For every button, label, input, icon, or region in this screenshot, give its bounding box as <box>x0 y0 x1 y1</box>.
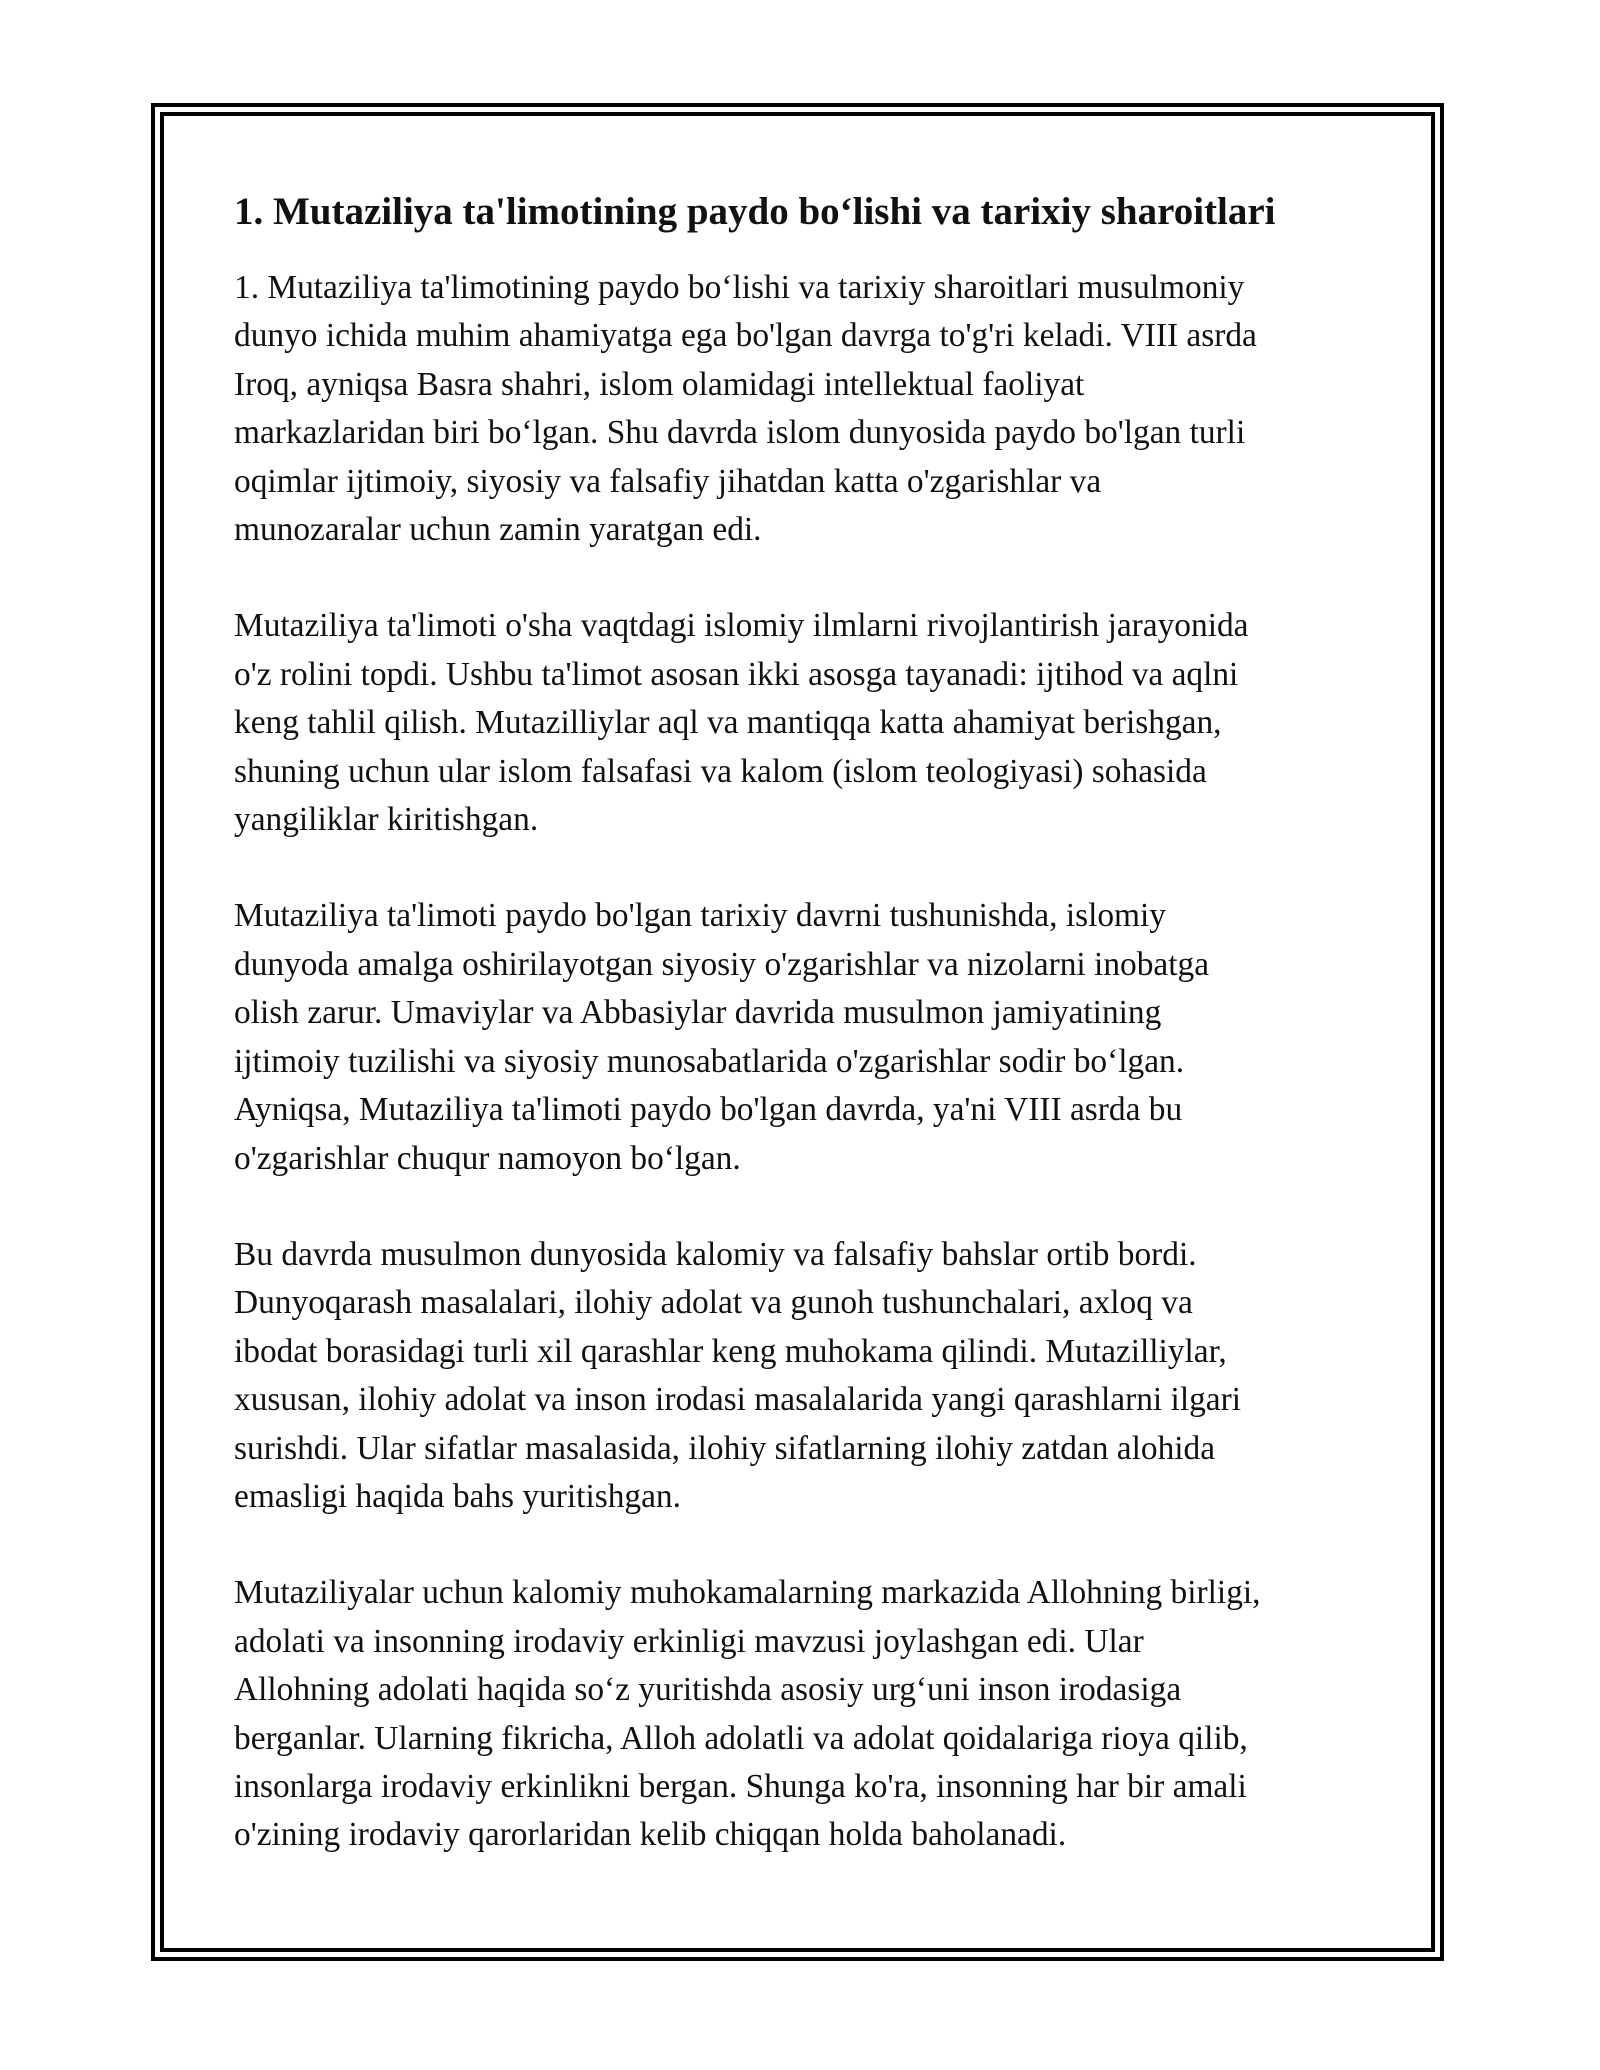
paragraph-line: 1. Mutaziliya ta'limotining paydo bo‘lishi va tarixiy sharoitlari musulmoniy <box>234 269 1245 306</box>
paragraph-line: munozaralar uchun zamin yaratgan edi. <box>234 511 762 549</box>
paragraph-2 <box>234 602 1369 844</box>
paragraph-line: Bu davrda musulmon dunyosida kalomiy va falsafiy bahslar ortib bordi. <box>234 1235 1197 1273</box>
paragraph-line: Allohning adolati haqida so‘z yuritishda asosiy urg‘uni inson irodasiga <box>234 1671 1182 1709</box>
paragraph-line: ibodat borasidagi turli xil qarashlar keng muhokama qilindi. Mutazilliylar, <box>234 1332 1227 1370</box>
paragraph-line: Mutaziliya ta'limoti o'sha vaqtdagi islomiy ilmlarni rivojlantirish jarayonida <box>234 607 1249 645</box>
paragraph-line: dunyoda amalga oshirilayotgan siyosiy o'zgarishlar va nizolarni inobatga <box>234 945 1210 983</box>
paragraph-line: o'z rolini topdi. Ushbu ta'limot asosan ikki asosga tayanadi: ijtihod va aqlni <box>234 655 1239 693</box>
paragraph-line: adolati va insonning irodaviy erkinligi mavzusi joylashgan edi. Ular <box>234 1622 1144 1660</box>
paragraph-line: Ayniqsa, Mutaziliya ta'limoti paydo bo'lgan davrda, ya'ni VIII asrda bu <box>234 1091 1183 1129</box>
paragraph-line: Dunyoqarash masalalari, ilohiy adolat va gunoh tushunchalari, axloq va <box>234 1284 1193 1322</box>
paragraph-5 <box>234 1569 1369 1859</box>
document-body <box>234 186 1369 1860</box>
paragraph-line: xususan, ilohiy adolat va inson irodasi masalalarida yangi qarashlarni ilgari <box>234 1381 1242 1419</box>
paragraph-line: markazlaridan biri bo‘lgan. Shu davrda islom dunyosida paydo bo'lgan turli <box>234 414 1246 452</box>
document-title: 1. Mutaziliya ta'limotining paydo bo‘lishi va tarixiy sharoitlari <box>234 190 1276 233</box>
paragraph-line: olish zarur. Umaviylar va Abbasiylar davrida musulmon jamiyatining <box>234 994 1162 1032</box>
paragraph-line: berganlar. Ularning fikricha, Alloh adolatli va adolat qoidalariga rioya qilib, <box>234 1719 1248 1757</box>
paragraph-line: yangiliklar kiritishgan. <box>234 801 539 839</box>
paragraph-line: surishdi. Ular sifatlar masalasida, ilohiy sifatlarning ilohiy zatdan alohida <box>234 1429 1216 1467</box>
paragraph-line: Iroq, ayniqsa Basra shahri, islom olamidagi intellektual faoliyat <box>234 365 1085 403</box>
paragraph-line: Mutaziliya ta'limoti paydo bo'lgan tarixiy davrni tushunishda, islomiy <box>234 897 1167 935</box>
paragraph-line: o'zining irodaviy qarorlaridan kelib chiqqan holda baholanadi. <box>234 1816 1067 1854</box>
paragraph-line: emasligi haqida bahs yuritishgan. <box>234 1477 681 1515</box>
paragraph-line: o'zgarishlar chuqur namoyon bo‘lgan. <box>234 1139 741 1177</box>
paragraph-line: oqimlar ijtimoiy, siyosiy va falsafiy jihatdan katta o'zgarishlar va <box>234 462 1102 500</box>
paragraph-line: ijtimoiy tuzilishi va siyosiy munosabatlarida o'zgarishlar sodir bo‘lgan. <box>234 1042 1185 1080</box>
paragraph-4 <box>234 1231 1369 1521</box>
paragraph-line: Mutaziliyalar uchun kalomiy muhokamalarning markazida Allohning birligi, <box>234 1574 1261 1612</box>
paragraph-line: insonlarga irodaviy erkinlikni bergan. Shunga ko'ra, insonning har bir amali <box>234 1767 1247 1805</box>
paragraph-1 <box>234 264 1369 554</box>
paragraph-line: shuning uchun ular islom falsafasi va kalom (islom teologiyasi) sohasida <box>234 752 1207 790</box>
paragraph-line: dunyo ichida muhim ahamiyatga ega bo'lgan davrga to'g'ri keladi. VIII asrda <box>234 317 1257 355</box>
paragraph-3 <box>234 892 1369 1182</box>
paragraph-line: keng tahlil qilish. Mutazilliylar aql va mantiqqa katta ahamiyat berishgan, <box>234 704 1222 742</box>
